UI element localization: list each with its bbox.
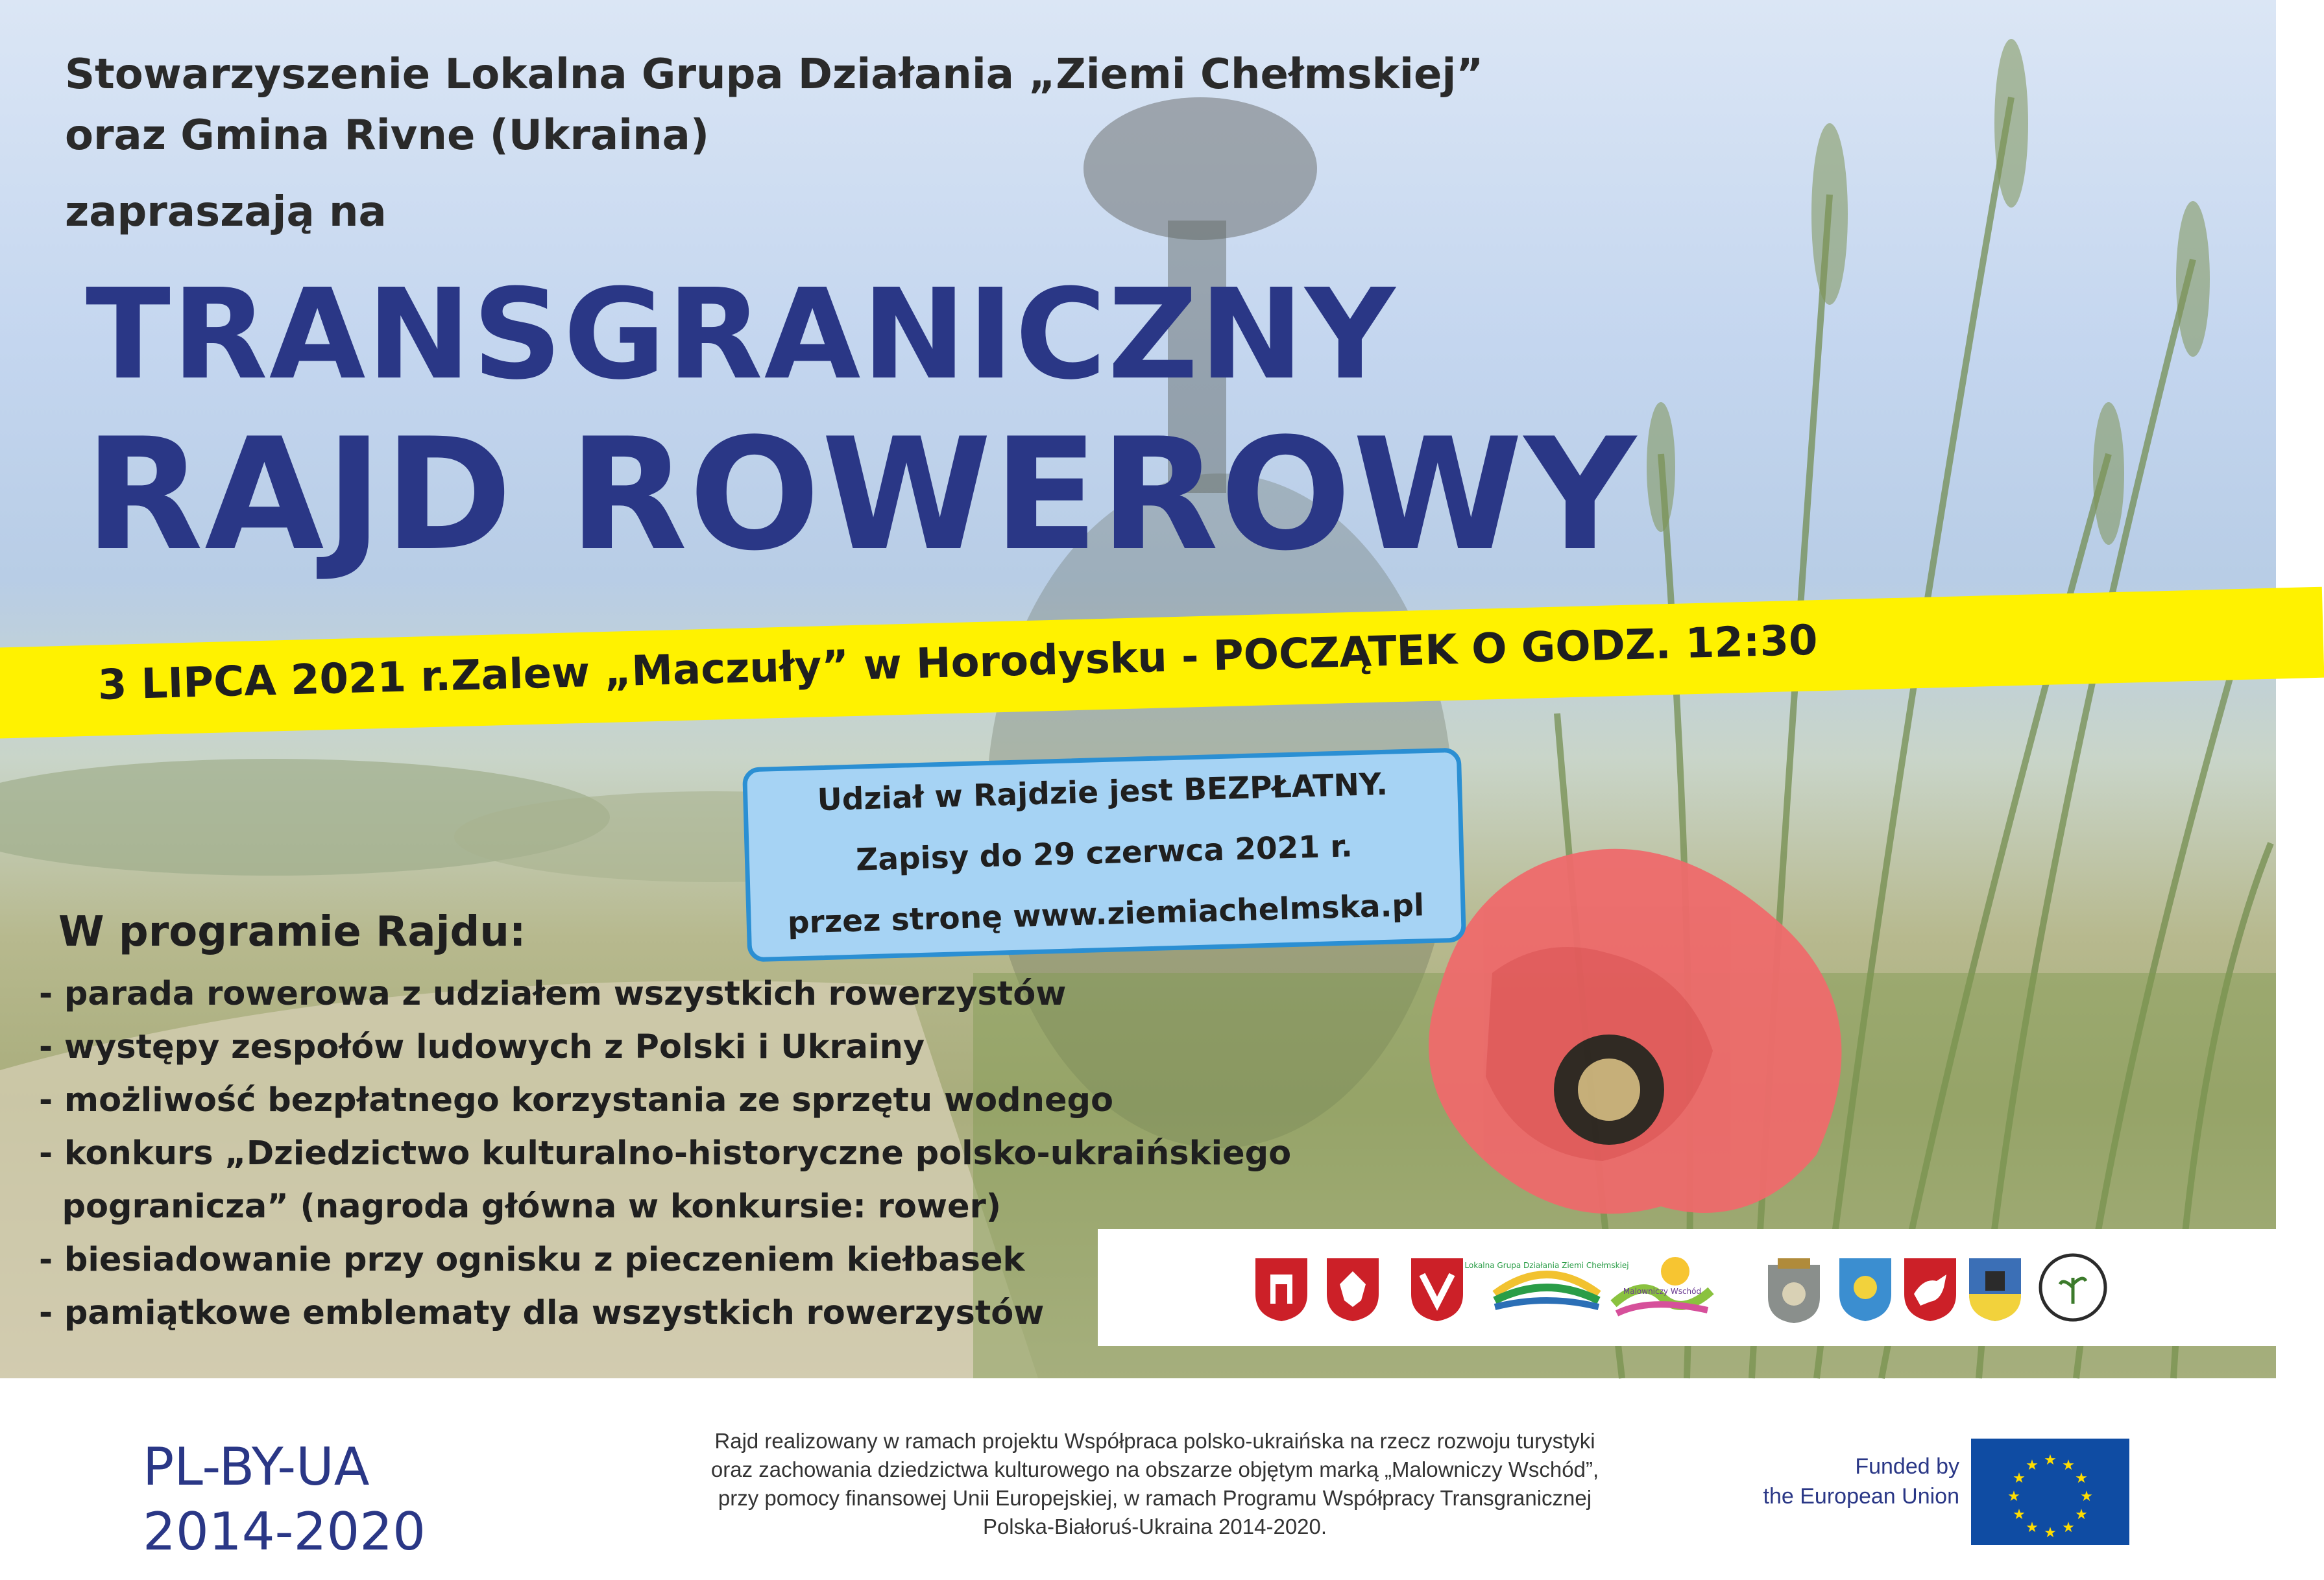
svg-text:★: ★ — [2007, 1489, 2020, 1505]
program-title: W programie Rajdu: — [58, 908, 526, 956]
round-emblem-icon — [2037, 1252, 2109, 1323]
svg-text:★: ★ — [2026, 1520, 2039, 1536]
program-name-line-1: PL-BY-UA — [143, 1437, 370, 1497]
eu-flag-icon — [1971, 1439, 2129, 1545]
info-registration-deadline: Zapisy do 29 czerwca 2021 r. — [855, 828, 1353, 878]
blue-yellow-coat-of-arms-icon — [1966, 1255, 2024, 1323]
lgd-logo-text: Lokalna Grupa Działania Ziemi Chełmskiej — [1464, 1261, 1629, 1270]
info-website: przez stronę www.ziemiachelmska.pl — [787, 887, 1425, 941]
project-text-line: przy pomocy finansowej Unii Europejskiej, w ramach Programu Współpracy Transgranicznej — [718, 1486, 1592, 1510]
ukrainian-coat-of-arms-icon — [1765, 1255, 1823, 1326]
malowniczy-wschod-logo — [1604, 1245, 1721, 1330]
project-text-line: Polska-Białoruś-Ukraina 2014-2020. — [982, 1514, 1327, 1538]
blue-coat-of-arms-icon — [1836, 1255, 1894, 1323]
svg-text:★: ★ — [2013, 1470, 2026, 1487]
horse-coat-of-arms-icon — [1901, 1255, 1959, 1323]
program-item: pogranicza” (nagroda główna w konkursie: rower) — [39, 1188, 1002, 1226]
eu-stars-icon — [1971, 1439, 2129, 1545]
mw-logo-text: Malowniczy Wschód — [1623, 1287, 1702, 1296]
coat-of-arms-eagle-icon — [1324, 1255, 1382, 1323]
project-text-line: oraz zachowania dziedzictwa kulturowego na obszarze objętym marką „Malowniczy Wschód”, — [710, 1457, 1599, 1481]
program-item: - pamiątkowe emblematy dla wszystkich rowerzystów — [39, 1294, 1045, 1332]
svg-text:★: ★ — [2062, 1457, 2075, 1474]
program-item: - możliwość bezpłatnego korzystania ze sprzętu wodnego — [39, 1081, 1114, 1119]
title-line-1: TRANSGRANICZNY — [86, 263, 1397, 407]
program-item: - parada rowerowa z udziałem wszystkich rowerzystów — [39, 975, 1067, 1013]
invitation-text: zapraszają na — [65, 188, 387, 236]
eu-funded-by: Funded by — [1855, 1454, 1959, 1479]
info-free-entry: Udział w Rajdzie jest BEZPŁATNY. — [816, 766, 1388, 819]
registration-info-box — [742, 748, 1466, 963]
project-text-line: Rajd realizowany w ramach projektu Współpraca polsko-ukraińska na rzecz rozwoju turystyki — [714, 1429, 1595, 1453]
program-item: - biesiadowanie przy ognisku z pieczeniem kiełbasek — [39, 1241, 1025, 1279]
svg-text:★: ★ — [2080, 1489, 2093, 1505]
svg-text:★: ★ — [2044, 1525, 2057, 1541]
svg-text:★: ★ — [2013, 1507, 2026, 1523]
organizer-line-1: Stowarzyszenie Lokalna Grupa Działania „Ziemi Chełmskiej” — [65, 51, 1484, 99]
program-item: - konkurs „Dziedzictwo kulturalno-historyczne polsko-ukraińskiego — [39, 1134, 1292, 1173]
event-details: 3 LIPCA 2021 r.Zalew „Maczuły” w Horodysku - POCZĄTEK O GODZ. 12:30 — [97, 616, 1819, 710]
program-item: - występy zespołów ludowych z Polski i Ukrainy — [39, 1028, 925, 1066]
partner-logos-strip — [1098, 1229, 2276, 1346]
svg-text:★: ★ — [2075, 1507, 2088, 1523]
coat-of-arms-icon — [1252, 1255, 1311, 1323]
eu-name: the European Union — [1763, 1484, 1959, 1509]
coat-of-arms-icon — [1408, 1255, 1466, 1323]
svg-text:★: ★ — [2044, 1452, 2057, 1468]
organizer-line-2: oraz Gmina Rivne (Ukraina) — [65, 112, 710, 160]
svg-text:★: ★ — [2062, 1520, 2075, 1536]
program-name-line-2: 2014-2020 — [143, 1502, 426, 1562]
eu-funding-label — [1713, 1452, 1959, 1511]
project-funding-text — [603, 1427, 1706, 1541]
svg-text:★: ★ — [2075, 1470, 2088, 1487]
title-line-2: RAJD ROWEROWY — [84, 405, 1638, 585]
lgd-ziemi-chelmskiej-logo — [1464, 1249, 1629, 1326]
svg-text:★: ★ — [2026, 1457, 2039, 1474]
